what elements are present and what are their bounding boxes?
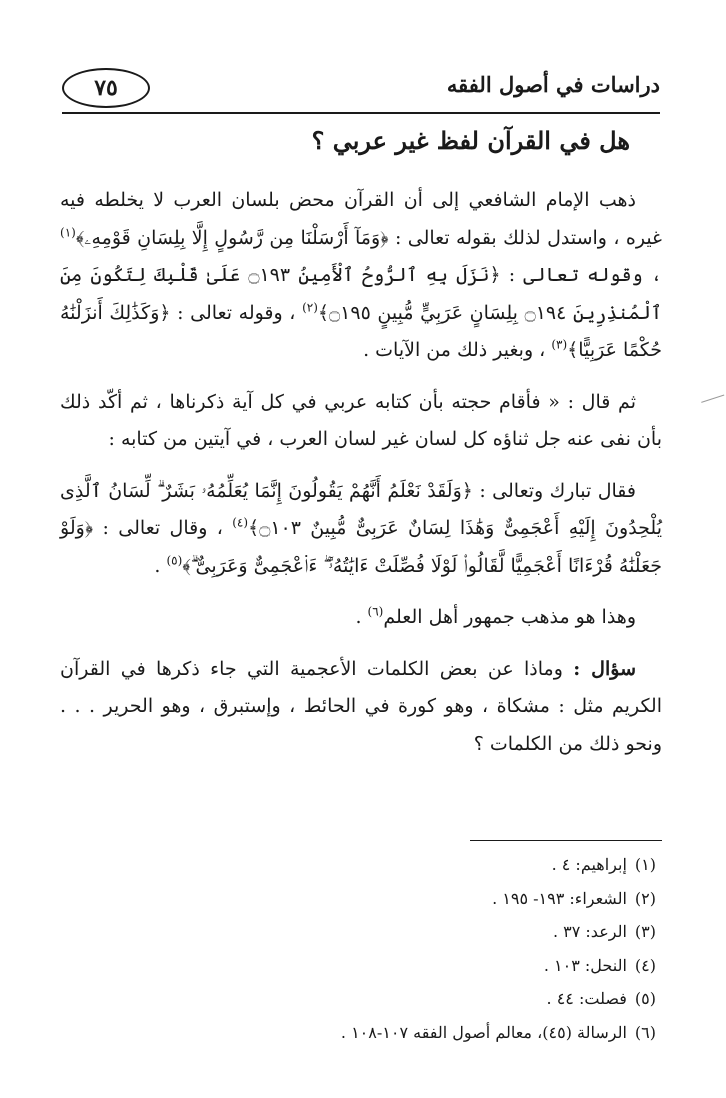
footnote-number: (٤) <box>634 955 656 975</box>
paragraph-quote <box>60 384 662 459</box>
quran-verse: ﴿وَمَآ أَرْسَلْنَا مِن رَّسُولٍ إِلَّا بِلِسَانِ قَوْمِهِۦ﴾ <box>75 226 389 249</box>
paragraph-text: ، وبغير ذلك من الآيات . <box>363 339 552 361</box>
paragraph-verses <box>60 473 662 586</box>
footnote-ref: (٣) <box>551 337 568 352</box>
header-rule <box>62 112 660 114</box>
footnote-ref: (١) <box>60 225 76 240</box>
footnote-number: (٢) <box>634 888 656 908</box>
footnote-separator <box>470 840 662 841</box>
footnote-text: الشعراء: ١٩٣- ١٩٥ . <box>492 888 627 908</box>
paragraph-text: . <box>154 554 167 577</box>
paragraph-text: ، وقال تعالى : <box>93 517 233 539</box>
quran-verse: ﴿وَلَوْ جَعَلْنَٰهُ قُرْءَانًا أَعْجَمِيًّا لَّقَالُوا۟ لَوْلَا فُصِّلَتْ ءَايَٰتُهُۥٓ ۖ ءَا۬عْجَمِىٌّ وَعَرَبِىٌّ ۗ﴾ <box>60 517 662 577</box>
footnote-ref: (٥) <box>166 553 183 568</box>
footnote-ref: (٤) <box>232 515 249 530</box>
paragraph-text: وماذا عن بعض الكلمات الأعجمية التي جاء ذكرها في القرآن الكريم مثل : مشكاة ، وهو كورة في الحائط ، وإستبرق ، وهو الحرير . . . ونحو ذلك من الكلمات ؟ <box>60 657 662 755</box>
footnotes <box>60 848 656 1049</box>
footnote-item <box>60 1016 656 1050</box>
footnote-text: الرسالة (٤٥)، معالم أصول الفقه ١٠٧-١٠٨ . <box>340 1022 627 1042</box>
paragraph-majority <box>60 599 662 637</box>
footnote-text: فصلت: ٤٤ . <box>546 989 627 1008</box>
page-number: ٧٥ <box>62 68 150 108</box>
footnote-item <box>60 949 656 983</box>
scan-artifact <box>701 395 726 411</box>
footnote-item <box>60 982 656 1016</box>
footnote-ref: (٢) <box>302 300 318 315</box>
question-label: سؤال : <box>573 657 636 680</box>
footnote-ref: (٦) <box>367 604 384 619</box>
paragraph-shafii <box>60 182 662 370</box>
body-text <box>60 182 662 777</box>
paragraph-text: ذهب الإمام الشافعي إلى أن القرآن محض بلسان العرب لا يخلطه فيه غيره ، واستدل لذلك بقوله تعالى : <box>60 189 662 249</box>
section-heading: هل في القرآن لفظ غير عربي ؟ <box>311 126 630 155</box>
footnote-item <box>60 848 656 882</box>
footnote-item <box>60 915 656 949</box>
footnote-text: النحل: ١٠٣ . <box>543 955 627 975</box>
footnote-number: (٣) <box>634 922 656 941</box>
footnote-text: الرعد: ٣٧ . <box>552 922 627 941</box>
paragraph-text: فقال تبارك وتعالى : <box>472 479 636 502</box>
paragraph-text: ، وقوله تعالى : <box>500 264 662 286</box>
paragraph-text: ، وقوله تعالى : <box>170 301 303 324</box>
footnote-item <box>60 882 656 916</box>
paragraph-text: ثم قال : « فأقام حجته بأن كتابه عربي في كل آية ذكرناها ، ثم أكّد ذلك بأن نفى عنه جل ثناؤه كل لسان غير لسان العرب ، في آيتين من كتابه : <box>60 390 662 450</box>
running-header <box>62 58 660 114</box>
quran-verse: ﴿وَلَقَدْ نَعْلَمُ أَنَّهُمْ يَقُولُونَ إِنَّمَا يُعَلِّمُهُۥ بَشَرٌ ۗ لِّسَانُ ٱلَّذِى يُلْحِدُونَ إِلَيْهِ أَعْجَمِىٌّ وَهَٰذَا لِسَانٌ عَرَبِىٌّ مُّبِينٌ ۝١٠٣﴾ <box>60 479 663 539</box>
quran-verse: ﴿نَزَلَ بِهِ ٱلرُّوحُ ٱلْأَمِينُ ۝١٩٣ عَلَىٰ قَلْبِكَ لِتَكُونَ مِنَ ٱلْمُنذِرِينَ ۝١٩٤ بِلِسَانٍ عَرَبِيٍّ مُّبِينٍ ۝١٩٥﴾ <box>60 264 663 324</box>
paragraph-question <box>60 651 662 764</box>
footnote-number: (٥) <box>634 989 656 1008</box>
paragraph-text: . <box>355 606 368 628</box>
footnote-number: (٦) <box>634 1022 656 1042</box>
header-title: دراسات في أصول الفقه <box>446 72 660 97</box>
quran-verse: ﴿وَكَذَٰلِكَ أَنزَلْنَٰهُ حُكْمًا عَرَبِيًّا﴾ <box>60 301 662 361</box>
footnote-number: (١) <box>634 855 656 874</box>
footnote-text: إبراهيم: ٤ . <box>551 855 627 874</box>
paragraph-text: وهذا هو مذهب جمهور أهل العلم <box>383 606 636 628</box>
